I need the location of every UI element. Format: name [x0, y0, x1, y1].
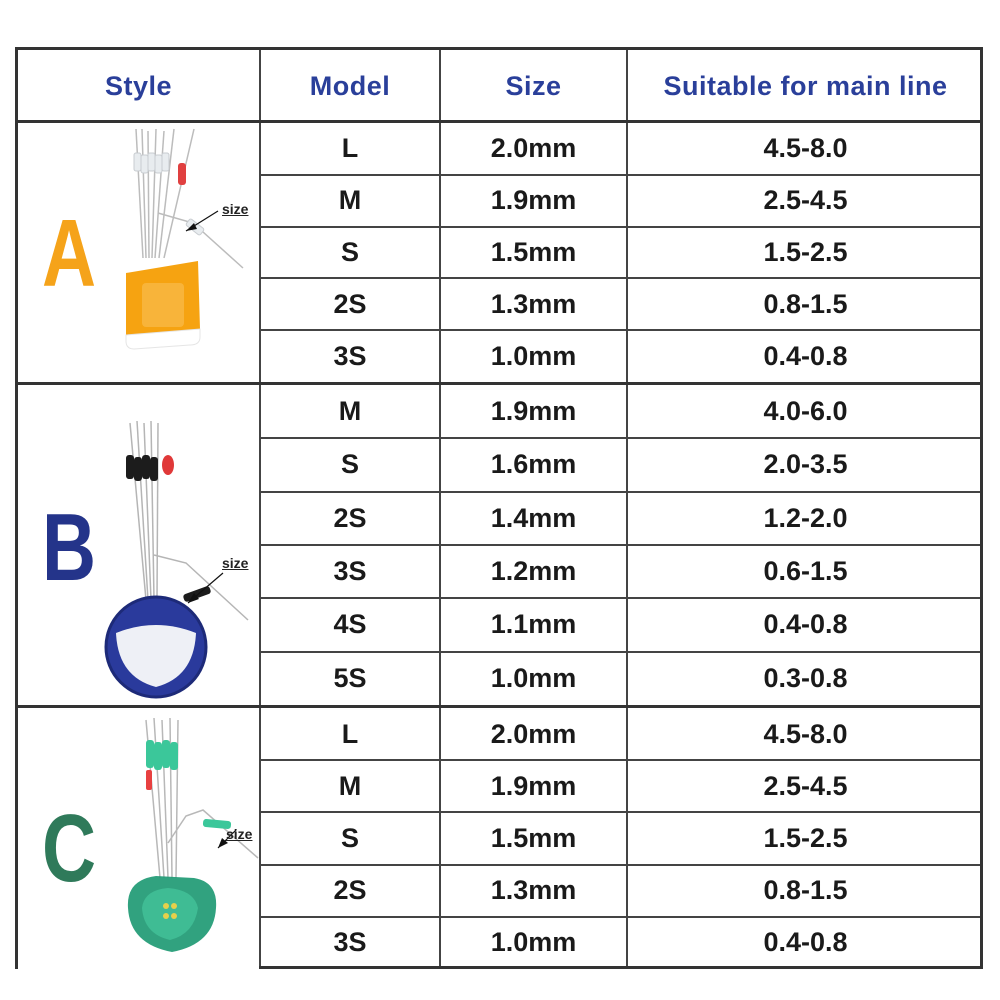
- cell-model: S: [340, 236, 359, 267]
- cell-size: 1.5mm: [490, 822, 577, 853]
- cell-size: 2.0mm: [490, 718, 577, 749]
- cell-size: 1.3mm: [490, 875, 577, 906]
- cell-line: 0.4-0.8: [763, 927, 848, 958]
- cell-line: 1.2-2.0: [763, 502, 848, 533]
- cell-line: 1.5-2.5: [763, 822, 848, 853]
- cell-model: L: [341, 133, 359, 164]
- cell-size: 1.6mm: [490, 449, 577, 480]
- cell-line: 2.5-4.5: [763, 185, 848, 216]
- cell-line: 0.6-1.5: [763, 556, 848, 587]
- row-divider: [259, 277, 980, 279]
- cell-model: S: [340, 822, 359, 853]
- row-divider: [259, 226, 980, 228]
- red-stopper: [146, 770, 152, 790]
- row-divider: [259, 811, 980, 813]
- row-divider: [259, 651, 980, 653]
- cell-line: 0.8-1.5: [763, 875, 848, 906]
- style-a-cell: [18, 123, 259, 382]
- cell-model: 3S: [333, 556, 367, 587]
- cell-line: 4.5-8.0: [763, 718, 848, 749]
- size-indicator-label: size: [222, 555, 249, 571]
- size-indicator-label: size: [226, 826, 253, 842]
- row-divider: [259, 491, 980, 493]
- cell-model: 2S: [333, 288, 367, 319]
- cell-line: 4.5-8.0: [763, 133, 848, 164]
- style-a-letter: A: [42, 200, 97, 307]
- red-stopper: [178, 163, 186, 185]
- style-c-cell: [18, 708, 259, 969]
- cell-size: 1.5mm: [490, 236, 577, 267]
- cell-line: 2.0-3.5: [763, 449, 848, 480]
- spec-table: [15, 47, 983, 969]
- red-stopper: [162, 455, 174, 475]
- cell-size: 1.1mm: [490, 609, 577, 640]
- cell-line: 0.4-0.8: [763, 340, 848, 371]
- style-a-product-image: [18, 123, 259, 382]
- style-b-cell: [18, 385, 259, 705]
- row-divider: [259, 544, 980, 546]
- cell-line: 4.0-6.0: [763, 396, 848, 427]
- row-divider: [259, 174, 980, 176]
- cell-line: 2.5-4.5: [763, 770, 848, 801]
- row-divider: [259, 329, 980, 331]
- cell-model: M: [338, 770, 362, 801]
- style-b-letter: B: [42, 494, 97, 601]
- row-divider: [259, 759, 980, 761]
- cell-size: 1.0mm: [490, 927, 577, 958]
- cell-line: 0.4-0.8: [763, 609, 848, 640]
- cell-size: 1.0mm: [490, 340, 577, 371]
- style-c-product-image: [18, 708, 259, 969]
- style-b-product-image: [18, 385, 259, 705]
- cell-model: S: [340, 449, 359, 480]
- cell-size: 1.9mm: [490, 396, 577, 427]
- header-suitable-line: Suitable for main line: [663, 70, 948, 101]
- cell-size: 1.9mm: [490, 770, 577, 801]
- cell-model: M: [338, 185, 362, 216]
- row-divider: [259, 916, 980, 918]
- style-c-letter: C: [42, 795, 97, 902]
- cell-size: 1.0mm: [490, 662, 577, 693]
- cell-size: 1.3mm: [490, 288, 577, 319]
- cell-model: 2S: [333, 502, 367, 533]
- row-divider: [259, 597, 980, 599]
- cell-model: L: [341, 718, 359, 749]
- cell-line: 1.5-2.5: [763, 236, 848, 267]
- header-size: Size: [505, 70, 562, 101]
- cell-line: 0.3-0.8: [763, 662, 848, 693]
- header-model: Model: [309, 70, 391, 101]
- cell-model: 4S: [333, 609, 367, 640]
- cell-model: 3S: [333, 927, 367, 958]
- cell-model: 2S: [333, 875, 367, 906]
- row-divider: [259, 437, 980, 439]
- size-indicator-label: size: [222, 201, 249, 217]
- cell-size: 1.2mm: [490, 556, 577, 587]
- cell-size: 1.4mm: [490, 502, 577, 533]
- header-style: Style: [104, 70, 173, 101]
- cell-size: 1.9mm: [490, 185, 577, 216]
- cell-model: 5S: [333, 662, 367, 693]
- cell-line: 0.8-1.5: [763, 288, 848, 319]
- row-divider: [259, 864, 980, 866]
- cell-model: M: [338, 396, 362, 427]
- cell-model: 3S: [333, 340, 367, 371]
- cell-size: 2.0mm: [490, 133, 577, 164]
